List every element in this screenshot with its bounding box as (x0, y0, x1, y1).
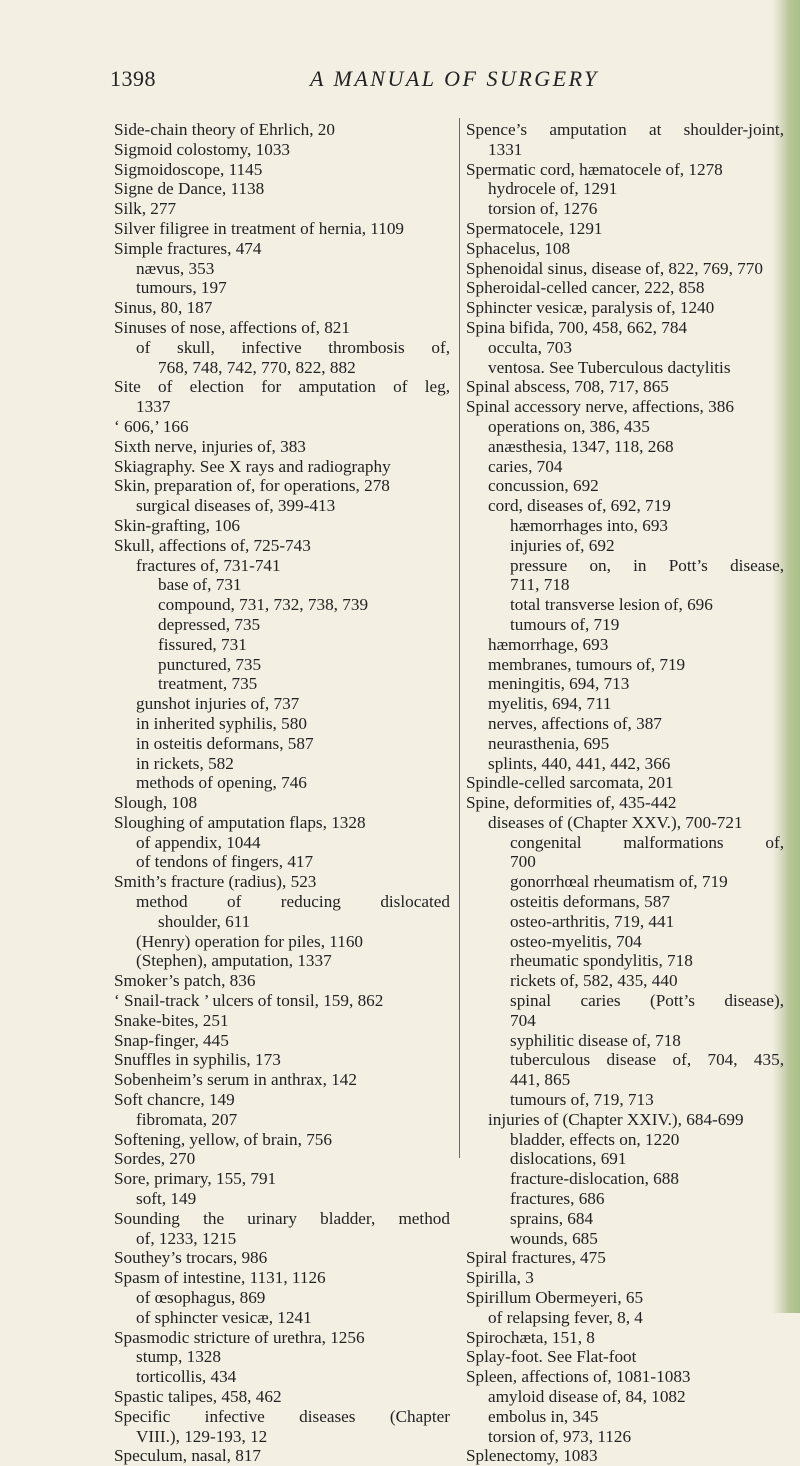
index-entry: nerves, affections of, 387 (488, 713, 662, 733)
index-column-left (114, 120, 450, 1466)
index-entry: operations on, 386, 435 (488, 416, 650, 436)
index-entry: hæmorrhages into, 693 (510, 515, 669, 535)
index-entry: VIII.), 129-193, 12 (136, 1426, 268, 1446)
index-entry: Spence’s amputation at shoulder-joint, (466, 120, 784, 139)
column-divider (459, 118, 460, 1158)
index-entry: Sinuses of nose, affections of, 821 (114, 317, 350, 337)
index-entry: embolus in, 345 (488, 1406, 599, 1426)
index-entry: congenital malformations of, (510, 832, 784, 852)
index-entry: total transverse lesion of, 696 (510, 595, 713, 615)
page-header (110, 66, 750, 96)
index-entry: stump, 1328 (136, 1347, 221, 1367)
index-entry: Sphenoidal sinus, disease of, 822, 769, 770 (466, 258, 763, 278)
index-entry: Softening, yellow, of brain, 756 (114, 1129, 332, 1149)
index-entry: Spinal abscess, 708, 717, 865 (466, 377, 669, 397)
index-entry: of appendix, 1044 (136, 832, 261, 852)
index-entry: amyloid disease of, 84, 1082 (488, 1387, 686, 1406)
index-entry: fractures of, 731-741 (136, 555, 281, 575)
index-entry: Southey’s trocars, 986 (114, 1248, 268, 1268)
index-entry: osteo-arthritis, 719, 441 (510, 911, 675, 931)
index-entry: Specific infective diseases (Chapter (114, 1406, 450, 1426)
index-entry: gunshot injuries of, 737 (136, 694, 300, 714)
index-entry: hydrocele of, 1291 (488, 179, 618, 199)
index-entry: depressed, 735 (158, 614, 261, 634)
index-entry: osteo-myelitis, 704 (510, 931, 642, 951)
index-entry: Slough, 108 (114, 793, 198, 813)
index-entry: Skin-grafting, 106 (114, 515, 241, 535)
index-entry: Spirillum Obermeyeri, 65 (466, 1288, 644, 1308)
index-entry: Sobenheim’s serum in anthrax, 142 (114, 1070, 357, 1090)
index-entry: tumours, 197 (136, 278, 227, 298)
index-entry: Spermatic cord, hæmatocele of, 1278 (466, 159, 723, 179)
index-entry: in inherited syphilis, 580 (136, 713, 307, 733)
index-entry: 1331 (488, 139, 523, 159)
index-entry: meningitis, 694, 713 (488, 674, 630, 694)
index-entry: Spastic talipes, 458, 462 (114, 1387, 282, 1406)
index-entry: injuries of, 692 (510, 535, 615, 555)
index-entry: Spina bifida, 700, 458, 662, 784 (466, 317, 688, 337)
index-entry: Spine, deformities of, 435-442 (466, 793, 677, 813)
index-entry: membranes, tumours of, 719 (488, 654, 686, 674)
index-entry: Sixth nerve, injuries of, 383 (114, 436, 306, 456)
index-entry: Simple fractures, 474 (114, 238, 262, 258)
index-entry: Snake-bites, 251 (114, 1010, 229, 1030)
index-entry: of skull, infective thrombosis of, (136, 337, 450, 357)
index-entry: Spindle-celled sarcomata, 201 (466, 773, 674, 793)
index-entry: fissured, 731 (158, 634, 247, 654)
index-entry: Spirilla, 3 (466, 1268, 534, 1288)
index-entry: dislocations, 691 (510, 1149, 627, 1169)
index-entry: method of reducing dislocated (136, 892, 450, 912)
index-entry: Sloughing of amputation flaps, 1328 (114, 812, 366, 832)
index-entry: Skull, affections of, 725-743 (114, 535, 311, 555)
index-entry: Signe de Dance, 1138 (114, 179, 265, 199)
index-entry: shoulder, 611 (158, 911, 251, 931)
index-entry: Silk, 277 (114, 199, 177, 219)
index-entry: Spirochæta, 151, 8 (466, 1327, 595, 1347)
index-entry: Site of election for amputation of leg, (114, 377, 450, 397)
index-entry: Spleen, affections of, 1081-1083 (466, 1367, 691, 1387)
index-entry: 1337 (136, 397, 171, 417)
index-entry: injuries of (Chapter XXIV.), 684-699 (488, 1109, 744, 1129)
index-entry: caries, 704 (488, 456, 563, 476)
index-entry: syphilitic disease of, 718 (510, 1030, 681, 1050)
index-entry: soft, 149 (136, 1189, 197, 1209)
index-entry: Snuffles in syphilis, 173 (114, 1050, 281, 1070)
index-entry: 711, 718 (510, 575, 570, 595)
index-entry: Speculum, nasal, 817 (114, 1446, 262, 1466)
index-entry: torsion of, 1276 (488, 199, 598, 219)
index-entry: Side-chain theory of Ehrlich, 20 (114, 120, 335, 139)
index-entry: wounds, 685 (510, 1228, 598, 1248)
index-entry: tuberculous disease of, 704, 435, (510, 1050, 784, 1070)
index-entry: spinal caries (Pott’s disease), (510, 991, 784, 1011)
index-entry: in rickets, 582 (136, 753, 234, 773)
index-entry: splints, 440, 441, 442, 366 (488, 753, 671, 773)
index-entry: Spiral fractures, 475 (466, 1248, 606, 1268)
index-entry: occulta, 703 (488, 337, 572, 357)
index-entry: surgical diseases of, 399-413 (136, 496, 336, 516)
index-entry: Skin, preparation of, for operations, 278 (114, 476, 390, 496)
index-entry: treatment, 735 (158, 674, 258, 694)
index-entry: anæsthesia, 1347, 118, 268 (488, 436, 674, 456)
index-entry: of sphincter vesicæ, 1241 (136, 1307, 312, 1327)
index-entry: 768, 748, 742, 770, 822, 882 (158, 357, 356, 377)
index-entry: of relapsing fever, 8, 4 (488, 1307, 643, 1327)
index-entry: myelitis, 694, 711 (488, 694, 612, 714)
index-entry: concussion, 692 (488, 476, 599, 496)
index-entry: Spheroidal-celled cancer, 222, 858 (466, 278, 705, 298)
index-entry: Smith’s fracture (radius), 523 (114, 872, 317, 892)
index-entry: Smoker’s patch, 836 (114, 971, 256, 991)
index-entry: of, 1233, 1215 (136, 1228, 237, 1248)
index-entry: gonorrhœal rheumatism of, 719 (510, 872, 728, 892)
index-entry: Sore, primary, 155, 791 (114, 1169, 277, 1189)
index-entry: diseases of (Chapter XXV.), 700-721 (488, 812, 743, 832)
index-entry: neurasthenia, 695 (488, 733, 610, 753)
index-entry: torsion of, 973, 1126 (488, 1426, 632, 1446)
index-entry: (Henry) operation for piles, 1160 (136, 931, 364, 951)
index-entry: Silver filigree in treatment of hernia, 1109 (114, 218, 405, 238)
index-entry: Splenectomy, 1083 (466, 1446, 598, 1466)
index-entry: fracture-dislocation, 688 (510, 1169, 679, 1189)
index-entry: in osteitis deformans, 587 (136, 733, 314, 753)
index-entry: Sphincter vesicæ, paralysis of, 1240 (466, 298, 715, 318)
index-column-right (466, 120, 784, 1466)
index-entry: Sphacelus, 108 (466, 238, 571, 258)
index-entry: Sigmoid colostomy, 1033 (114, 139, 291, 159)
index-entry: of œsophagus, 869 (136, 1288, 266, 1308)
index-entry: compound, 731, 732, 738, 739 (158, 595, 369, 615)
index-entry: ventosa. See Tuberculous dactylitis (488, 357, 731, 377)
index-entry: Sordes, 270 (114, 1149, 196, 1169)
index-entry: Spinal accessory nerve, affections, 386 (466, 397, 734, 417)
index-entry: Splay-foot. See Flat-foot (466, 1347, 637, 1367)
index-entry: 441, 865 (510, 1070, 571, 1090)
index-entry: Sigmoidoscope, 1145 (114, 159, 263, 179)
index-entry: base of, 731 (158, 575, 242, 595)
index-entry: Sounding the urinary bladder, method (114, 1208, 450, 1228)
index-entry: Soft chancre, 149 (114, 1090, 235, 1110)
running-title: A MANUAL OF SURGERY (310, 66, 599, 91)
index-entry: Snap-finger, 445 (114, 1030, 229, 1050)
index-entry: Spermatocele, 1291 (466, 218, 603, 238)
page-number: 1398 (110, 66, 156, 91)
index-entry: torticollis, 434 (136, 1367, 237, 1387)
index-entry: methods of opening, 746 (136, 773, 307, 793)
index-entry: tumours of, 719 (510, 614, 620, 634)
index-entry: ‘ Snail-track ’ ulcers of tonsil, 159, 862 (114, 991, 384, 1011)
index-entry: tumours of, 719, 713 (510, 1090, 654, 1110)
index-entry: 704 (510, 1010, 536, 1030)
index-entry: Spasmodic stricture of urethra, 1256 (114, 1327, 365, 1347)
index-entry: Spasm of intestine, 1131, 1126 (114, 1268, 326, 1288)
index-entry: osteitis deformans, 587 (510, 892, 670, 912)
index-entry: cord, diseases of, 692, 719 (488, 496, 671, 516)
index-entry: hæmorrhage, 693 (488, 634, 609, 654)
index-entry: rheumatic spondylitis, 718 (510, 951, 693, 971)
index-entry: ‘ 606,’ 166 (114, 416, 189, 436)
index-entry: nævus, 353 (136, 258, 215, 278)
index-entry: fibromata, 207 (136, 1109, 238, 1129)
index-entry: Skiagraphy. See X rays and radiography (114, 456, 391, 476)
index-entry: pressure on, in Pott’s disease, (510, 555, 784, 575)
index-entry: bladder, effects on, 1220 (510, 1129, 680, 1149)
index-entry: of tendons of fingers, 417 (136, 852, 314, 872)
index-entry: fractures, 686 (510, 1189, 605, 1209)
index-entry: sprains, 684 (510, 1208, 594, 1228)
index-entry: punctured, 735 (158, 654, 262, 674)
index-entry: Sinus, 80, 187 (114, 298, 213, 318)
index-entry: rickets of, 582, 435, 440 (510, 971, 678, 991)
index-entry: 700 (510, 852, 536, 872)
index-entry: (Stephen), amputation, 1337 (136, 951, 332, 971)
